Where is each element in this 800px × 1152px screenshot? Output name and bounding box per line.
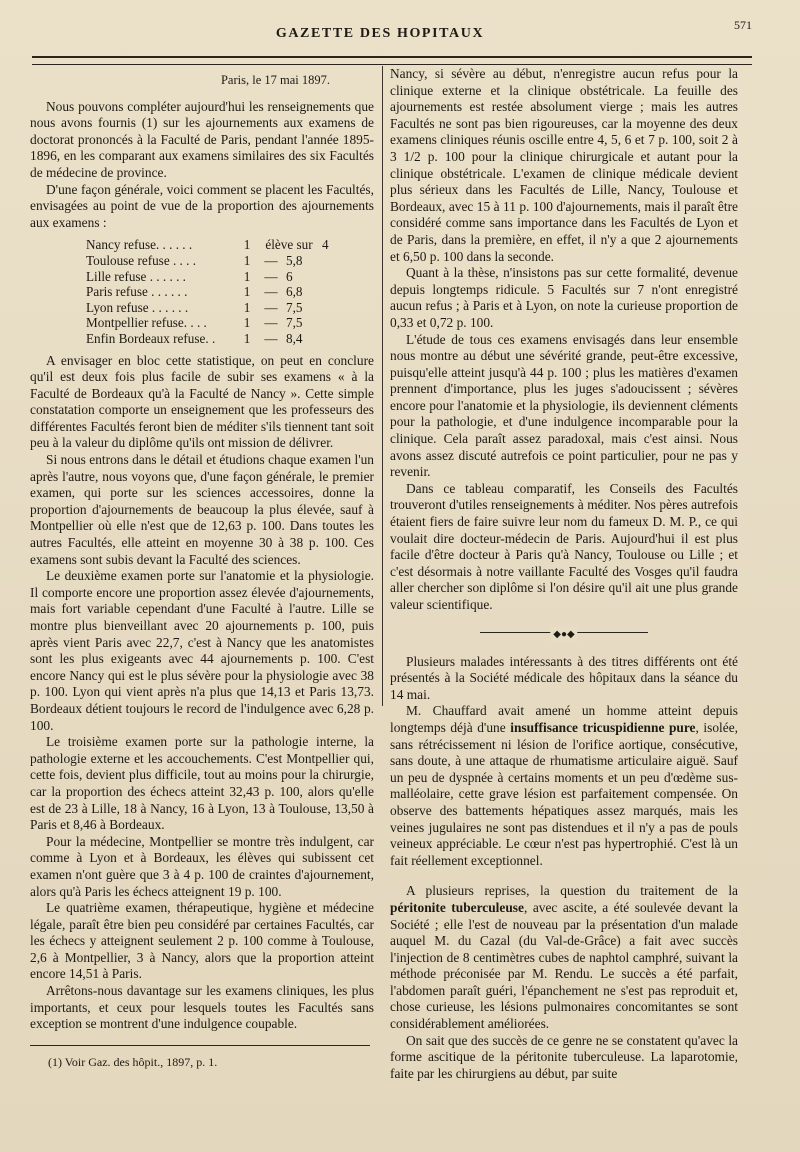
- stats-value: 6: [286, 268, 293, 284]
- paragraph: A envisager en bloc cette statistique, on peut en conclure qu'il est deux fois plus facile de subir ses examens « à la Faculté de Bordeaux qu'à la Faculté de Nancy ». Cette simple constatation comporte un enseignement que les professeurs des différentes Facultés feront bien de méditer s'ils tiennent tant soit peu à la valeur du diplôme qu'ils ont mission de délivrer.: [30, 352, 374, 451]
- stats-row: [86, 284, 350, 300]
- paragraph: Nancy, si sévère au début, n'enregistre aucun refus pour la clinique externe et la clinique obstétricale. La feuille des ajournements est restée absolument vierge ; mais les autres Facultés ne sont pas bien rigoureuses, car la moyenne des deux examens cliniques réunis oscille entre 4, 5, 6 et 7 p. 100, soit 2 à 3 1/2 p. 100 pour la clinique chirurgicale et autant pour la clinique obstétricale. L'examen de clinique médicale devient plus sérieux dans les Facultés de Lille, Nancy, Toulouse et Bordeaux, avec 15 à 11 p. 100 d'ajournements, mais il paraît être considéré comme sans importance dans les Facultés de Lyon et de Paris, dans la première, en effet, il n'y a que 2 ajournements et 6,50 p. 100 dans la seconde.: [390, 66, 738, 264]
- paragraph: Pour la médecine, Montpellier se montre très indulgent, car comme à Lyon et à Bordeaux, les élèves qui subissent cet examen n'ont guère que 3 à 4 p. 100 de craintes d'ajournement, alors qu'à Paris les échecs atteignent 19 p. 100.: [30, 833, 374, 899]
- section-separator: [390, 622, 738, 644]
- stats-value: 8,4: [286, 330, 303, 346]
- refusal-statistics-table: [86, 237, 350, 346]
- paragraph: Plusieurs malades intéressants à des titres différents ont été présentés à la Société médicale des hôpitaux dans la séance du 14 mai.: [390, 653, 738, 702]
- stats-row: [86, 315, 350, 331]
- stats-label: Toulouse refuse . . . .: [86, 252, 197, 268]
- footnote-rule: [30, 1045, 370, 1046]
- header-rule: [32, 56, 752, 65]
- paragraph: [390, 883, 738, 1032]
- bold-term: insuffisance tricuspidienne pure: [510, 719, 696, 735]
- paragraph: D'une façon générale, voici comment se placent les Facultés, envisagées au point de vue de la proportion des ajournements aux examens :: [30, 181, 374, 230]
- stats-dash: —: [264, 252, 278, 268]
- stats-dash: —: [264, 330, 278, 346]
- stats-count: 1: [243, 284, 251, 300]
- stats-dash: —: [264, 268, 278, 284]
- stats-count: 1: [243, 315, 251, 331]
- paragraph: Arrêtons-nous davantage sur les examens cliniques, les plus importants, et ceux pour lesquels toutes les Facultés sans exception se montrent d'une indulgence coupable.: [30, 983, 374, 1032]
- stats-value: 7,5: [286, 315, 303, 331]
- stats-dash: —: [264, 299, 278, 315]
- stats-row: [86, 237, 350, 253]
- stats-row: [86, 300, 350, 316]
- ornament-icon: ◆●◆: [550, 627, 577, 644]
- stats-count: 1: [243, 252, 251, 268]
- stats-dash: —: [264, 315, 278, 331]
- paragraph: Dans ce tableau comparatif, les Conseils des Facultés trouveront d'utiles renseignements à méditer. Nos pères autrefois étaient fiers de faire suivre leur nom du fameux D. M. P., ce qui voulait dire docteur-médecin de Paris. Aujourd'hui il est plus facile d'être docteur à Paris qu'à Nancy, Toulouse ou Lille ; et c'est désormais à notre vaillante Faculté des Vosges qu'il faudra aller chercher son diplôme si l'on désire qu'il ait une plus grande valeur scientifique.: [390, 480, 738, 612]
- paragraph: Le deuxième examen porte sur l'anatomie et la physiologie. Il comporte encore une proportion assez élevée d'ajournements, mais fort variable cependant d'une Faculté à l'autre. Lille se montre plus bienveillant avec 20 ajournements p. 100, puis après vient Paris avec 22,7, c'est à Nancy que les anatomistes sont les plus exigeants avec 44 ajournements p. 100. C'est encore Nancy qui est le plus sévère pour la physiologie avec 38 p. 100. Lyon qui vient après n'a plus que 14,13 et Paris 13,73. Bordeaux détient toujours le record de l'indulgence avec 6,28 p. 100.: [30, 568, 374, 733]
- stats-label: Paris refuse . . . . . .: [86, 284, 188, 300]
- left-column: [30, 66, 374, 1146]
- stats-count: 1: [243, 237, 251, 253]
- running-head: [0, 18, 800, 44]
- text-run: A plusieurs reprises, la question du traitement de la: [406, 883, 738, 899]
- stats-label: Lyon refuse . . . . . .: [86, 299, 189, 315]
- stats-count: 1: [243, 330, 251, 346]
- dateline: Paris, le 17 mai 1897.: [220, 73, 330, 87]
- right-column: [390, 66, 738, 1146]
- paragraph: On sait que des succès de ce genre ne se constatent qu'avec la forme ascitique de la péritonite tuberculeuse. La laparotomie, faite par les chirurgiens au début, par suite: [390, 1032, 738, 1081]
- paragraph: Quant à la thèse, n'insistons pas sur cette formalité, devenue depuis longtemps ridicule. 5 Facultés sur 7 n'ont enregistré aucun refus ; à Paris et à Lyon, on note la curieuse proportion de 0,33 et 0,72 p. 100.: [390, 265, 738, 330]
- paragraph: Si nous entrons dans le détail et étudions chaque examen l'un après l'autre, nous voyons que, d'une façon générale, le premier examen, qui porte sur les sciences accessoires, donne la proportion d'ajournements de beaucoup la plus élevée, sauf à Montpellier où elle n'est que de 12,63 p. 100. Dans toutes les autres Facultés, elle atteint en moyenne 30 à 38 p. 100. Ces examens sont subis devant la Faculté des sciences.: [30, 452, 374, 567]
- stats-count: 1: [243, 268, 251, 284]
- paragraph: Nous pouvons compléter aujourd'hui les renseignements que nous avons fournis (1) sur les ajournements aux examens de doctorat prononcés à la Faculté de Paris, pendant l'année 1895-1896, en les comparant aux examens similaires des six Facultés de médecine de province.: [30, 98, 374, 180]
- stats-label: Enfin Bordeaux refuse. .: [86, 330, 216, 346]
- footnote: (1) Voir Gaz. des hôpit., 1897, p. 1.: [48, 1054, 218, 1069]
- stats-label: Lille refuse . . . . . .: [86, 268, 186, 284]
- stats-value: 7,5: [286, 299, 303, 315]
- stats-row: [86, 269, 350, 285]
- stats-count: 1: [243, 299, 251, 315]
- spacer: [390, 869, 738, 883]
- bold-term: péritonite tuberculeuse: [390, 899, 524, 915]
- stats-value: 5,8: [286, 252, 303, 268]
- stats-label: Montpellier refuse. . . .: [86, 315, 207, 331]
- stats-row: [86, 331, 350, 347]
- text-run: , isolée, sans rétrécissement ni lésion de l'orifice aortique, consécutive, sans doute, à une attaque de rhumatisme articulaire aiguë. Sauf un peu de dyspnée à certains moments et un peu d'œdème sus-malléolaire, cette grave lésion est parfaitement compensée. On observe des battements hépatiques assez marqués, mais les veines jugulaires ne sont pas distendues et il n'y a pas de pouls veineux appréciable. Le cœur n'est pas hypertrophié. C'est là un fait réellement exceptionnel.: [390, 719, 739, 868]
- paragraph: [390, 703, 738, 869]
- page-number: 571: [734, 18, 752, 32]
- stats-row: [86, 253, 350, 269]
- stats-label: Nancy refuse. . . . . .: [86, 237, 193, 253]
- paragraph: Le quatrième examen, thérapeutique, hygiène et médecine légale, paraît être bien peu considéré par certaines Facultés, car les échecs y atteignent seulement 2 p. 100 comme à Toulouse, 2,6 à Montpellier, 3 à Nancy, alors que la proportion atteint encore 14,51 à Paris.: [30, 900, 374, 982]
- stats-value: 4: [322, 237, 329, 253]
- text-run: M. Chauffard avait amené un homme atteint depuis longtemps déjà d'une: [390, 703, 738, 735]
- paragraph: L'étude de tous ces examens envisagés dans leur ensemble nous montre au début une sévérité grande, peut-être excessive, puisqu'elle atteint jusqu'à 44 p. 100 ; plus les matières d'examen prennent d'importance, plus les juges s'adoucissent ; sévères encore pour l'anatomie et la physiologie, ils deviennent cléments pour la pathologie, et d'une indulgence incomparable pour la clinique. Cela paraît assez paradoxal, mais c'est ainsi. Nous avons assez discuté autrefois ce point particulier, pour ne pas y revenir.: [390, 331, 738, 480]
- journal-title: GAZETTE DES HOPITAUX: [275, 26, 485, 41]
- column-divider: [382, 66, 383, 706]
- stats-dash: —: [264, 284, 278, 300]
- stats-value: 6,8: [286, 284, 303, 300]
- text-run: , avec ascite, a été soulevée devant la Société ; elle l'est de nouveau par la présentation d'un malade auquel M. du Cazal (du Val-de-Grâce) a fait avec succès l'injection de 8 centimètres cubes de naphtol camphré, suivant la méthode préconisée par M. Rendu. Le succès a été parfait, l'abdomen paraît guéri, l'épanchement ne s'est pas reproduit et, chose curieuse, les lésions pulmonaires concomitantes se sont considérablement améliorées.: [390, 899, 738, 1032]
- stats-unit: élève sur: [265, 237, 313, 253]
- paragraph: Le troisième examen porte sur la pathologie interne, la pathologie externe et les accouchements. C'est Montpellier qui, cette fois, devient plus difficile, tout au moins pour la chirurgie, car la proportion des échecs atteint 32,43 p. 100, alors qu'elle est de 23 à Lille, 18 à Nancy, 16 à Lyon, 13 à Toulouse, 13,50 à Paris et 8,46 à Bordeaux.: [30, 734, 374, 833]
